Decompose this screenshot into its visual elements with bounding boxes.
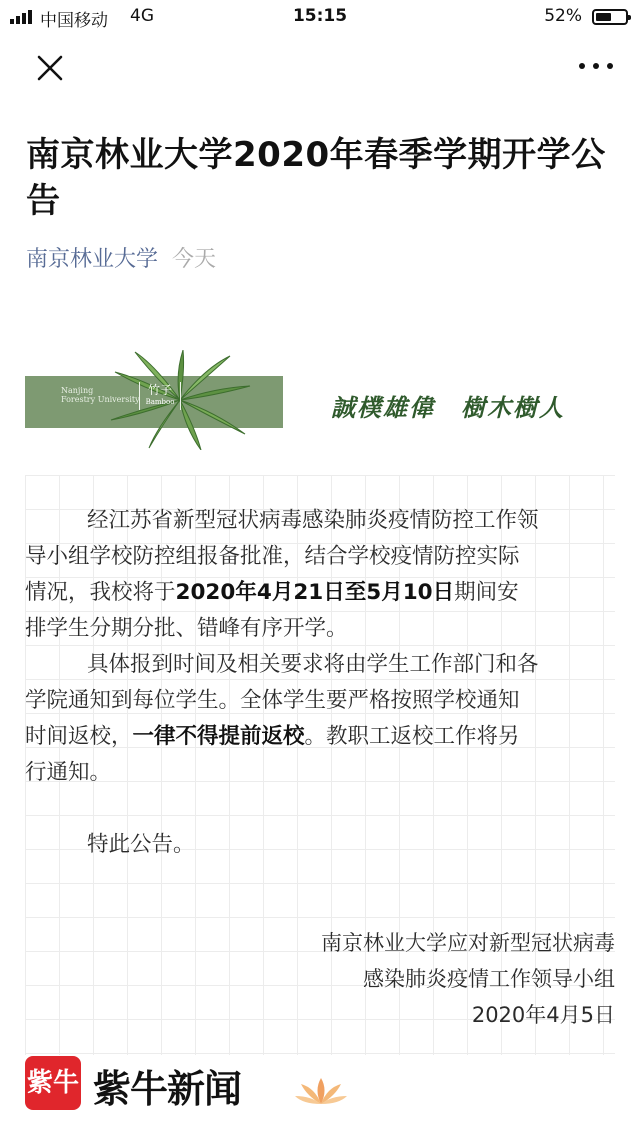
article-meta (26, 242, 216, 273)
nav-bar (0, 34, 640, 96)
open-date-range: 2020年4月21日至5月10日 (175, 580, 455, 605)
paragraph-2 (25, 647, 615, 791)
paragraph-2-line-2: 学院通知到每位学生。全体学生要严格按照学校通知 (25, 688, 520, 713)
bamboo-tag-text: 竹子 (147, 383, 172, 397)
signature-line-2: 感染肺炎疫情工作领导小组 (363, 967, 615, 991)
paragraph-1-line-3-post: 期间安 (454, 580, 519, 605)
clock: 15:15 (292, 6, 348, 26)
signature-date: 2020年4月5日 (471, 1003, 615, 1027)
bamboo-tag-sub: Bamboo (145, 398, 175, 406)
close-button[interactable] (30, 48, 70, 88)
battery-icon (592, 9, 628, 25)
banner-caption-line2: Forestry University (61, 395, 140, 404)
paragraph-1-line-2: 导小组学校防控组报备批准，结合学校疫情防控实际 (25, 544, 520, 569)
signature-line-1: 南京林业大学应对新型冠状病毒 (321, 931, 615, 955)
more-horizontal-icon (576, 54, 616, 78)
carrier-name: 中国移动 (40, 11, 108, 31)
banner-caption-line1: Nanjing (61, 386, 94, 395)
no-early-return-warning: 一律不得提前返校 (132, 724, 305, 749)
banner-caption (61, 386, 140, 404)
paragraph-1-line-4: 排学生分期分批、错峰有序开学。 (25, 616, 348, 641)
close-icon (30, 48, 70, 88)
paragraph-1-line-3-pre: 情况，我校将于 (25, 580, 176, 605)
paragraph-1-line-3 (25, 575, 615, 611)
paragraph-1 (25, 503, 615, 647)
paragraph-2-line-4: 行通知。 (25, 760, 112, 785)
header-banner (25, 352, 615, 448)
notice-text: 特此公告。 (87, 832, 195, 857)
network-type: 4G (130, 6, 154, 26)
bamboo-tag (139, 382, 181, 410)
paragraph-2-line-3 (25, 719, 615, 755)
article-title: 南京林业大学2020年春季学期开学公告 (26, 135, 606, 221)
footer-watermark (25, 1052, 615, 1132)
status-bar (0, 0, 640, 34)
battery-percent: 52% (544, 6, 582, 26)
more-button[interactable] (576, 54, 616, 78)
school-motto: 誠樸雄偉 樹木樹人 (331, 393, 565, 422)
author-link[interactable]: 南京林业大学 (26, 247, 159, 272)
publish-date: 今天 (172, 247, 217, 272)
brand-name: 紫牛新闻 (93, 1066, 242, 1111)
paragraph-2-line-1: 具体报到时间及相关要求将由学生工作部门和各 (87, 652, 539, 677)
article-body (25, 475, 615, 1055)
paragraph-2-line-3-post: 。教职工返校工作将另 (304, 724, 520, 749)
lotus-icon (295, 1074, 347, 1110)
paragraph-2-line-3-pre: 时间返校， (25, 724, 133, 749)
paragraph-1-line-1: 经江苏省新型冠状病毒感染肺炎疫情防控工作领 (87, 508, 539, 533)
zn-logo-icon: 紫牛 (25, 1056, 81, 1110)
battery-fill (596, 13, 611, 21)
